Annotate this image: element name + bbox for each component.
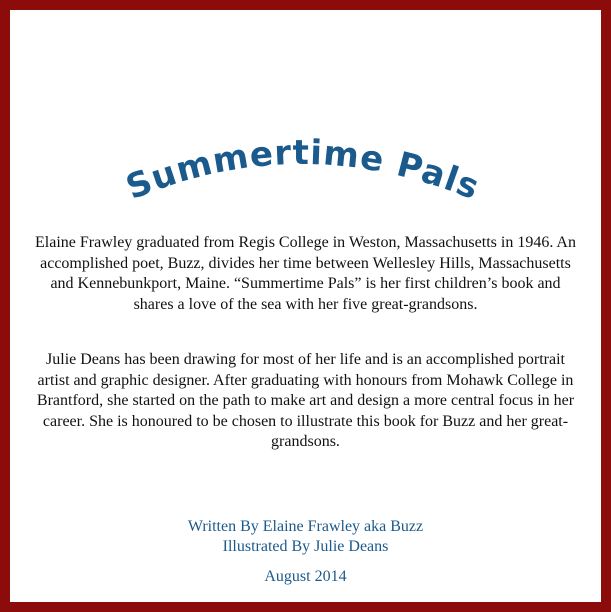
book-title-path: Summertime Pals bbox=[120, 132, 486, 209]
illustrator-bio-paragraph: Julie Deans has been drawing for most of her life and is an accomplished portrait artist and graphic designer. After graduating with honours from Mohawk College in Brantford, she started on the path to make art and design a more central focus in her career. She is honoured to be chosen to illustrate this book for Buzz and her great-grandsons. bbox=[36, 351, 575, 450]
written-by-credit: Written By Elaine Frawley aka Buzz bbox=[187, 518, 424, 535]
credits-block bbox=[30, 517, 581, 557]
book-title bbox=[121, 133, 486, 208]
publication-date: August 2014 bbox=[264, 568, 347, 585]
illustrated-by-credit: Illustrated By Julie Deans bbox=[222, 538, 389, 555]
title-arc bbox=[10, 10, 601, 250]
author-bio-paragraph: Elaine Frawley graduated from Regis College in Weston, Massachusetts in 1946. An accomplished poet, Buzz, divides her time between Wellesley Hills, Massachusetts and Kennebunkport, Maine. “Summertime Pals” is her first children’s book and shares a love of the sea with her five great-grandsons. bbox=[35, 234, 576, 313]
